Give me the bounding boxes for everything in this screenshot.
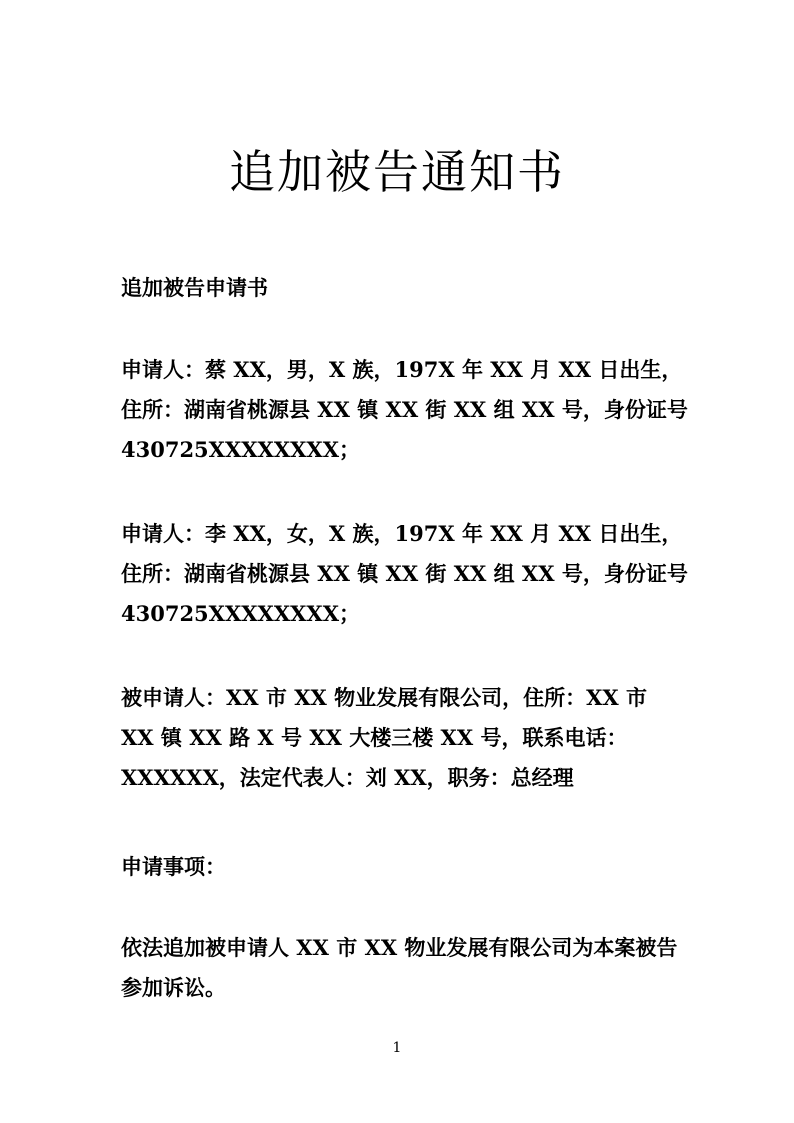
section-heading: 申请事项： bbox=[121, 854, 226, 879]
paragraph-line: 住所：湖南省桃源县 XX 镇 XX 街 XX 组 XX 号，身份证号 bbox=[121, 561, 688, 586]
paragraph-line: 被申请人：XX 市 XX 物业发展有限公司，住所：XX 市 bbox=[121, 685, 648, 710]
document-subtitle: 追加被告申请书 bbox=[121, 275, 268, 300]
paragraph-line: XXXXXX，法定代表人：刘 XX，职务：总经理 bbox=[121, 765, 574, 790]
applicant-1-paragraph bbox=[121, 350, 688, 470]
request-paragraph bbox=[121, 928, 681, 1008]
paragraph-line: 430725XXXXXXXX； bbox=[121, 437, 361, 462]
applicant-2-paragraph bbox=[121, 514, 688, 634]
paragraph-line: 申请人：蔡 XX，男，X 族，197X 年 XX 月 XX 日出生， bbox=[121, 357, 683, 382]
paragraph-line: XX 镇 XX 路 X 号 XX 大楼三楼 XX 号，联系电话： bbox=[121, 725, 628, 750]
document-title: 追加被告通知书 bbox=[229, 145, 565, 199]
paragraph-line: 430725XXXXXXXX； bbox=[121, 601, 361, 626]
paragraph-line: 参加诉讼。 bbox=[121, 975, 226, 1000]
respondent-paragraph bbox=[121, 678, 681, 798]
paragraph-line: 申请人：李 XX，女，X 族，197X 年 XX 月 XX 日出生， bbox=[121, 521, 683, 546]
paragraph-line: 依法追加被申请人 XX 市 XX 物业发展有限公司为本案被告 bbox=[121, 935, 678, 960]
paragraph-line: 住所：湖南省桃源县 XX 镇 XX 街 XX 组 XX 号，身份证号 bbox=[121, 397, 688, 422]
page-number: 1 bbox=[392, 1040, 402, 1056]
